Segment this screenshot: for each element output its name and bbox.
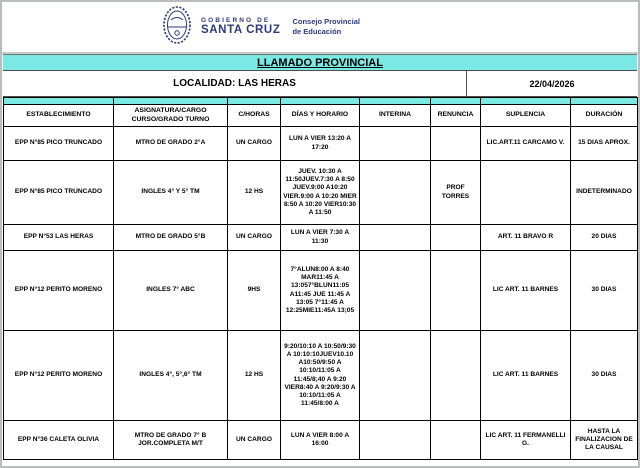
cell-asignatura: MTRO DE GRADO 7° B JOR.COMPLETA M/T bbox=[114, 421, 228, 460]
separator-cell bbox=[281, 98, 360, 105]
education-council-label bbox=[292, 17, 360, 37]
cell-suplencia bbox=[481, 161, 571, 225]
government-line1: GOBIERNO DE bbox=[201, 17, 271, 25]
column-header-3: DÍAS Y HORARIO bbox=[281, 105, 360, 127]
cell-establecimiento: EPP N°36 CALETA OLIVIA bbox=[4, 421, 114, 460]
cell-interina bbox=[360, 251, 431, 331]
cell-interina bbox=[360, 225, 431, 251]
table-row bbox=[4, 421, 638, 460]
education-council-line2: de Educación bbox=[292, 27, 342, 36]
separator-cell bbox=[571, 98, 638, 105]
cell-c-horas: 12 HS bbox=[228, 331, 281, 421]
column-header-6: SUPLENCIA bbox=[481, 105, 571, 127]
cell-c-horas: UN CARGO bbox=[228, 127, 281, 161]
cell-c-horas: UN CARGO bbox=[228, 421, 281, 460]
column-header-2: C/HORAS bbox=[228, 105, 281, 127]
cell-establecimiento: EPP N°85 PICO TRUNCADO bbox=[4, 127, 114, 161]
llamado-table bbox=[3, 97, 638, 460]
cell-duracion: 30 DIAS bbox=[571, 331, 638, 421]
cell-interina bbox=[360, 127, 431, 161]
column-header-4: INTERINA bbox=[360, 105, 431, 127]
cell-renuncia bbox=[431, 251, 481, 331]
education-council-line1: Consejo Provincial bbox=[292, 17, 360, 27]
table-header-row bbox=[4, 105, 638, 127]
separator-cell bbox=[431, 98, 481, 105]
cell-c-horas: 9HS bbox=[228, 251, 281, 331]
cell-interina bbox=[360, 421, 431, 460]
cell-suplencia: LIC ART. 11 BARNES bbox=[481, 331, 571, 421]
separator-cell bbox=[114, 98, 228, 105]
cell-asignatura: INGLES 7° ABC bbox=[114, 251, 228, 331]
cell-establecimiento: EPP N°53 LAS HERAS bbox=[4, 225, 114, 251]
cell-dias-y-horario: JUEV. 10:30 A 11:50JUEV.7:30 A 8:50 JUEV.9:00 A10:20 VIER.9:00 A 10:20 MIER 8:50 A 10:20 VIER10:30 A 11:50 bbox=[281, 161, 360, 225]
locality-row bbox=[3, 71, 637, 97]
table-row bbox=[4, 251, 638, 331]
cell-duracion: 20 DIAS bbox=[571, 225, 638, 251]
table-row bbox=[4, 127, 638, 161]
page-title: LLAMADO PROVINCIAL bbox=[257, 56, 383, 69]
separator-cell bbox=[4, 98, 114, 105]
cell-duracion: 30 DIAS bbox=[571, 251, 638, 331]
provincial-crest-icon bbox=[162, 5, 192, 50]
cell-renuncia bbox=[431, 421, 481, 460]
cell-dias-y-horario: LUN A VIER 7:30 A 11:30 bbox=[281, 225, 360, 251]
government-wordmark bbox=[201, 17, 280, 37]
column-header-7: DURACIÓN bbox=[571, 105, 638, 127]
cell-dias-y-horario: LUN A VIER 8:00 A 16:00 bbox=[281, 421, 360, 460]
column-header-1: ASIGNATURA/CARGO CURSO/GRADO TURNO bbox=[114, 105, 228, 127]
cell-renuncia: PROF TORRES bbox=[431, 161, 481, 225]
column-header-0: ESTABLECIMIENTO bbox=[4, 105, 114, 127]
separator-cell bbox=[481, 98, 571, 105]
cell-establecimiento: EPP N°12 PERITO MORENO bbox=[4, 251, 114, 331]
locality-label: LOCALIDAD: LAS HERAS bbox=[173, 78, 296, 89]
table-row bbox=[4, 331, 638, 421]
cell-dias-y-horario: LUN A VIER 13:20 A 17:20 bbox=[281, 127, 360, 161]
table-row bbox=[4, 161, 638, 225]
cell-establecimiento: EPP N°85 PICO TRUNCADO bbox=[4, 161, 114, 225]
cell-dias-y-horario: 9:20/10:10 A 10:50/9:30 A 10:10:10JUEV10.10 A10:50/9:50 A 10:10/11:05 A 11:45/8;40 A 9:20 VIER8:40 A 9:20/9:30 A 10:10/11:05 A 11:45/8:00 A bbox=[281, 331, 360, 421]
separator-cell bbox=[228, 98, 281, 105]
cell-c-horas: UN CARGO bbox=[228, 225, 281, 251]
table-row bbox=[4, 225, 638, 251]
cell-asignatura: MTRO DE GRADO 2°A bbox=[114, 127, 228, 161]
cell-interina bbox=[360, 161, 431, 225]
cell-renuncia bbox=[431, 331, 481, 421]
table-body bbox=[4, 127, 638, 460]
cell-establecimiento: EPP N°12 PERITO MORENO bbox=[4, 331, 114, 421]
cell-renuncia bbox=[431, 127, 481, 161]
cell-suplencia: LIC ART. 11 FERMANELLI G. bbox=[481, 421, 571, 460]
cyan-separator-row bbox=[4, 98, 638, 105]
cell-duracion: 15 DIAS APROX. bbox=[571, 127, 638, 161]
cell-renuncia bbox=[431, 225, 481, 251]
cell-asignatura: INGLES 4° Y 5° TM bbox=[114, 161, 228, 225]
cell-duracion: INDETERMINADO bbox=[571, 161, 638, 225]
date-value: 22/04/2026 bbox=[466, 71, 637, 96]
document-body bbox=[3, 54, 637, 460]
cell-asignatura: MTRO DE GRADO 5°B bbox=[114, 225, 228, 251]
cell-suplencia: ART. 11 BRAVO R bbox=[481, 225, 571, 251]
column-header-5: RENUNCIA bbox=[431, 105, 481, 127]
cell-c-horas: 12 HS bbox=[228, 161, 281, 225]
institutional-header bbox=[2, 2, 638, 54]
cell-suplencia: LIC.ART.11 CARCAMO V. bbox=[481, 127, 571, 161]
government-line2: SANTA CRUZ bbox=[201, 24, 281, 37]
cell-suplencia: LIC ART. 11 BARNES bbox=[481, 251, 571, 331]
cell-asignatura: INGLES 4°, 5°,6° TM bbox=[114, 331, 228, 421]
title-band bbox=[3, 54, 637, 71]
cell-interina bbox=[360, 331, 431, 421]
cell-dias-y-horario: 7°ALUN8:00 A 8:40 MAR11:45 A 13:057°BLUN11:05 A11:45 JUE 11:45 A 13:05 7°11:45 A 12:25MIE11:45A 13;05 bbox=[281, 251, 360, 331]
cell-duracion: HASTA LA FINALIZACION DE LA CAUSAL bbox=[571, 421, 638, 460]
separator-cell bbox=[360, 98, 431, 105]
